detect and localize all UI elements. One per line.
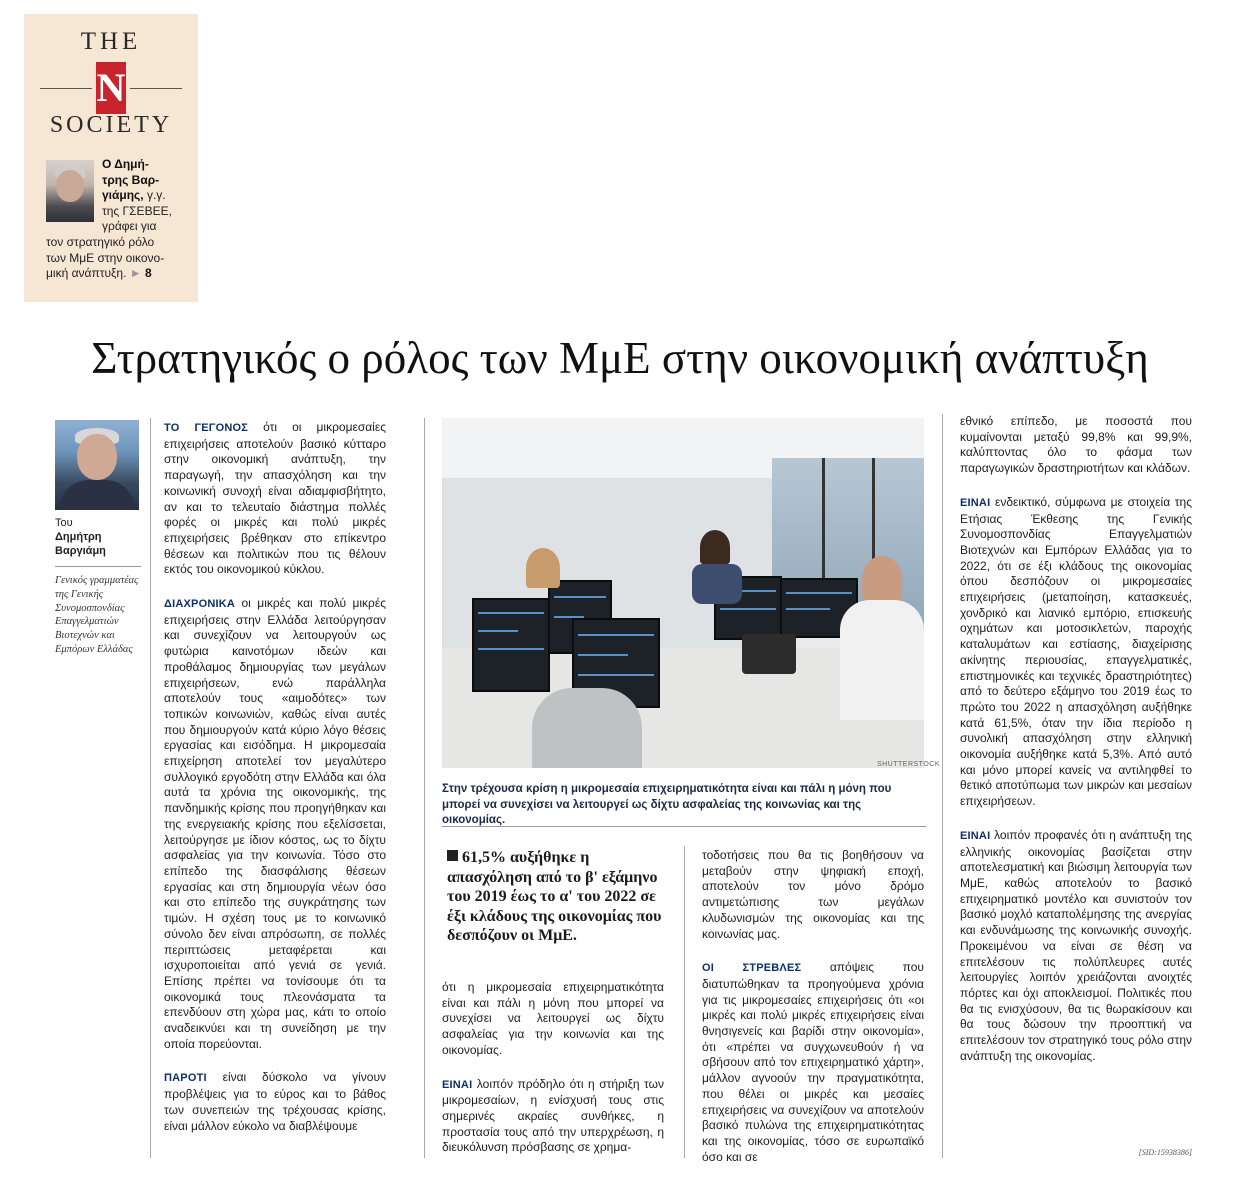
column-divider: [684, 846, 685, 1158]
teaser-line: γράφει για: [102, 219, 157, 234]
paragraph-lead: ΟΙ ΣΤΡΕΒΛΕΣ: [702, 962, 802, 975]
byline-prefix: Του: [55, 517, 73, 529]
paragraph-lead: ΠΑΡΟΤΙ: [164, 1072, 207, 1085]
paragraph: [960, 414, 1192, 477]
photo-credit: SHUTTERSTOCK: [876, 761, 940, 768]
square-bullet-icon: [447, 850, 458, 861]
teaser-page-ref: 8: [145, 266, 152, 281]
paragraph-text: εθνικό επίπεδο, με ποσοστά που κυμαίνονται μεταξύ 99,8% και 99,9%, καλύπτοντας όλο το φάσμα των παραγωγικών δραστηριοτήτων και κλάδων.: [960, 414, 1192, 476]
paragraph-lead: ΕΙΝΑΙ: [960, 829, 991, 842]
article-photo: [442, 418, 924, 768]
paragraph-text: λοιπόν πρόδηλο ότι η στήριξη των μικρομεσαίων, η ενίσχυσή τους στις σημερινές ακραίες συνθήκες, η προστασία τους από την υπερχρέωση, η διευκόλυνση πρόσβασης σε χρημα-: [442, 1076, 664, 1155]
teaser-line: της ΓΣΕΒΕΕ,: [102, 203, 172, 218]
story-id: [SID:15938386]: [1138, 1148, 1192, 1157]
paragraph-text: λοιπόν προφανές ότι η ανάπτυξη της ελληνικής οικονομίας βασίζεται στην αποτελεσματική και βιώσιμη λειτουργία των ΜμΕ, καθώς αποτελούν το βασικό επιχειρηματικό μοντέλο και συνιστούν τον βασικό μοχλό καταπολέμησης της ανεργίας και ενδυνάμωσης της κοινωνικής συνοχής. Προκειμένου να είναι σε θέση να επιτελέσουν τις πολύπλευρες αυτές λειτουργίες λοιπόν χρειάζονται ανοιχτές πόρτες και όχι αποκλεισμοί. Πολιτικές που θα τις ενισχύσουν, θα τις θωρακίσουν και θα τους δώσουν την προοπτική να επιτελέσουν τον στρατηγικό τους ρόλο στην ανάπτυξη της οικονομίας.: [960, 827, 1192, 1063]
paragraph: [442, 1077, 664, 1157]
author-role: Γενικός γραμματέας της Γενικής Συνομοσπονδίας Επαγγελματιών Βιοτεχνών και Εμπόρων Ελλάδας: [55, 575, 139, 655]
brand-logo-letter: N: [96, 62, 126, 114]
divider: [442, 826, 926, 827]
column-divider: [150, 418, 151, 1158]
brand-rule-right: [130, 88, 182, 89]
paragraph-lead: ΤΟ ΓΕΓΟΝΟΣ: [164, 422, 249, 434]
teaser-line: Ο Δημή-: [102, 157, 149, 171]
paragraph-text: οι μικρές και πολύ μικρές επιχειρήσεις στην Ελλάδα λειτούργησαν και συνεχίζουν να λειτουργούν ως φυτώρια καινοτόμων ιδεών και προθάλαμος δημιουργίας των μεγάλων επιχειρήσεων, ενώ παράλληλα αποτελούν τους «αιμοδότες» των τοπικών κοινωνιών, καθώς είναι αυτές που δημιουργούν κατά κύριο λόγο θέσεις εργασίας και εισόδημα. Η μικρομεσαία επιχείρηση αποτελεί τον μεγαλύτερο συλλογικό εργοδότη στην Ελλάδα και όλα αυτά τα χρόνια της οικονομικής, της πανδημικής κρίσης που προηγήθηκαν και της ενεργειακής κρίσης που εξελίσσεται, λειτούργησε με ίδιον κόστος, ως το δίχτυ ασφαλείας για την κοινωνία. Τόσο στο επίπεδο της διασφάλισης θέσεων εργασίας και στη δημιουργία νέων όσο και στο επίπεδο της συγκράτησης των τιμών. Η σχέση τους με το κοινωνικό σύνολο δεν είναι απρόσωπη, σε πολλές περιπτώσεις μεταφέρεται και ισχυροποιείται από γενιά σε γενιά. Επίσης πρέπει να τονίσουμε ότι τα οικονομικά τους πλεονάσματα τα επενδύουν στη χώρα μας, κάτι το οποίο αναδεικνύει και τη συνείδηση με την οποία πορεύονται.: [164, 596, 386, 1051]
paragraph-text: τοδοτήσεις που θα τις βοηθήσουν να μεταβούν στην ψηφιακή εποχή, αποτελούν τον μόνο δρόμο αντιμετώπισης των μεγάλων κλυδωνισμών της οικονομίας και της κοινωνίας μας.: [702, 848, 924, 941]
brand-rule-left: [40, 88, 92, 89]
teaser-line: μική ανάπτυξη.: [46, 266, 127, 281]
page-title: Στρατηγικός ο ρόλος των ΜμΕ στην οικονομική ανάπτυξη: [91, 333, 1149, 383]
paragraph-text: ότι η μικρομεσαία επιχειρηματικότητα είναι και πάλι η μόνη που μπορεί να συνεχίσει να λειτουργεί ως δίχτυ ασφαλείας για την κοινωνία και της οικονομίας.: [442, 980, 664, 1057]
pull-quote: [447, 848, 669, 946]
article-column-1: [164, 420, 386, 1152]
teaser-line: τον στρατηγικό ρόλο: [46, 234, 155, 249]
brand-society: SOCIETY: [49, 112, 173, 138]
teaser-line-rest: γ.γ.: [143, 188, 166, 203]
teaser-line: γιάμης,: [102, 188, 144, 203]
article-column-4: [960, 414, 1192, 1082]
arrow-right-icon: ►: [129, 266, 142, 281]
byline-name: Βαργιάμη: [55, 545, 106, 557]
paragraph-text: ότι οι μικρομεσαίες επιχειρήσεις αποτελούν βασικό κύτταρο στην οικονομική ανάπτυξη, την παραγωγή, την απασχόληση και την κοινωνική συνοχή είναι αδιαμφισβήτητο, αν και το τελευταίο διάστημα πολλές φορές οι μικρές και πολύ μικρές επιχειρήσεις βρέθηκαν στο επίκεντρο θέσεων και πολιτικών που τις θέλουν εκτός του οικονομικού κύκλου.: [164, 420, 386, 577]
teaser-line: τρης Βαρ-: [102, 172, 160, 187]
paragraph-lead: ΔΙΑΧΡΟΝΙΚΑ: [164, 598, 236, 611]
paragraph: [164, 1070, 386, 1134]
column-divider: [942, 414, 943, 1158]
brand-the: THE: [80, 28, 142, 55]
paragraph: [960, 495, 1192, 810]
paragraph: [164, 420, 386, 578]
byline-name: Δημήτρη: [55, 531, 102, 543]
photo-caption: Στην τρέχουσα κρίση η μικρομεσαία επιχειρηματικότητα είναι και πάλι η μόνη που μπορεί να συνεχίσει να λειτουργεί ως δίχτυ ασφαλείας της κοινωνίας και της οικονομίας.: [442, 783, 892, 826]
divider: [55, 566, 141, 567]
paragraph: [442, 980, 664, 1059]
paragraph: [702, 848, 924, 942]
paragraph: [164, 596, 386, 1052]
article-column-3: [702, 848, 924, 1183]
paragraph-text: απόψεις που διατυπώθηκαν τα προηγούμενα χρόνια για τις μικρομεσαίες επιχειρήσεις ότι «οι μικρές και πολύ μικρές επιχειρήσεις είναι θνησιγενείς και βαρίδι στην οικονομία», ότι «πρέπει να συγχωνευθούν ή να σβήσουν από τον επιχειρηματικό χάρτη», μάλλον αγνοούν την πραγματικότητα, που θέλει οι μικρές και μεσαίες επιχειρήσεις να συνεχίζουν να αποτελούν βασικό πυλώνα της επιχειρηματικότητας και της οικονομίας, τόσο σε ευρωπαϊκό όσο και σε: [702, 960, 924, 1164]
author-photo: [55, 420, 139, 510]
teaser-box: [24, 14, 198, 302]
paragraph: [702, 960, 924, 1165]
paragraph-lead: ΕΙΝΑΙ: [960, 496, 991, 509]
paragraph-lead: ΕΙΝΑΙ: [442, 1078, 473, 1091]
article-column-2: [442, 980, 664, 1174]
pull-quote-text: 61,5% αυξήθηκε η απασχόληση από το β' εξάμηνο του 2019 έως το α' του 2022 σε έξι κλάδους της οικονομίας που δεσπόζουν οι ΜμΕ.: [447, 849, 662, 944]
paragraph-text: είναι δύσκολο να γίνουν προβλέψεις για το εύρος και το βάθος των συνεπειών της τρέχουσας κρίσης, είναι μάλλον εύκολο να διαβλέψουμε: [164, 1070, 386, 1133]
teaser-text[interactable]: [46, 157, 194, 282]
column-divider: [424, 418, 425, 1158]
author-byline: [55, 516, 139, 558]
paragraph-text: ενδεικτικό, σύμφωνα με στοιχεία της Ετήσιας Έκθεσης της Γενικής Συνομοσπονδίας Επαγγελματιών Βιοτεχνών και Εμπόρων Ελλάδας για το 2022, ότι σε έξι κλάδους της οικονομίας όπου δεσπόζουν οι μικρομεσαίες επιχειρήσεις (μεταποίηση, κατασκευές, χονδρικό και λιανικό εμπόριο, επισκευής οχημάτων και μοτοσικλετών, παροχής καταλυμάτων και εστίασης, διαχείρισης ακίνητης περιουσίας, επαγγελματικές, επιστημονικές και τεχνικές δραστηριότητες) από το δεύτερο εξάμηνο του 2019 έως το πρώτο του 2022 η απασχόληση αυξήθηκε κατά 61,5%, όταν την ίδια περίοδο η συνολική απασχόληση στην ελληνική οικονομία αυξήθηκε κατά 5,3%. Από αυτό και μόνο μπορεί κανείς να αντιληφθεί το θετικό αποτύπωμα των μικρών και μεσαίων επιχειρήσεων.: [960, 494, 1192, 809]
paragraph: [960, 828, 1192, 1065]
teaser-line: των ΜμΕ στην οικονο-: [46, 250, 165, 265]
